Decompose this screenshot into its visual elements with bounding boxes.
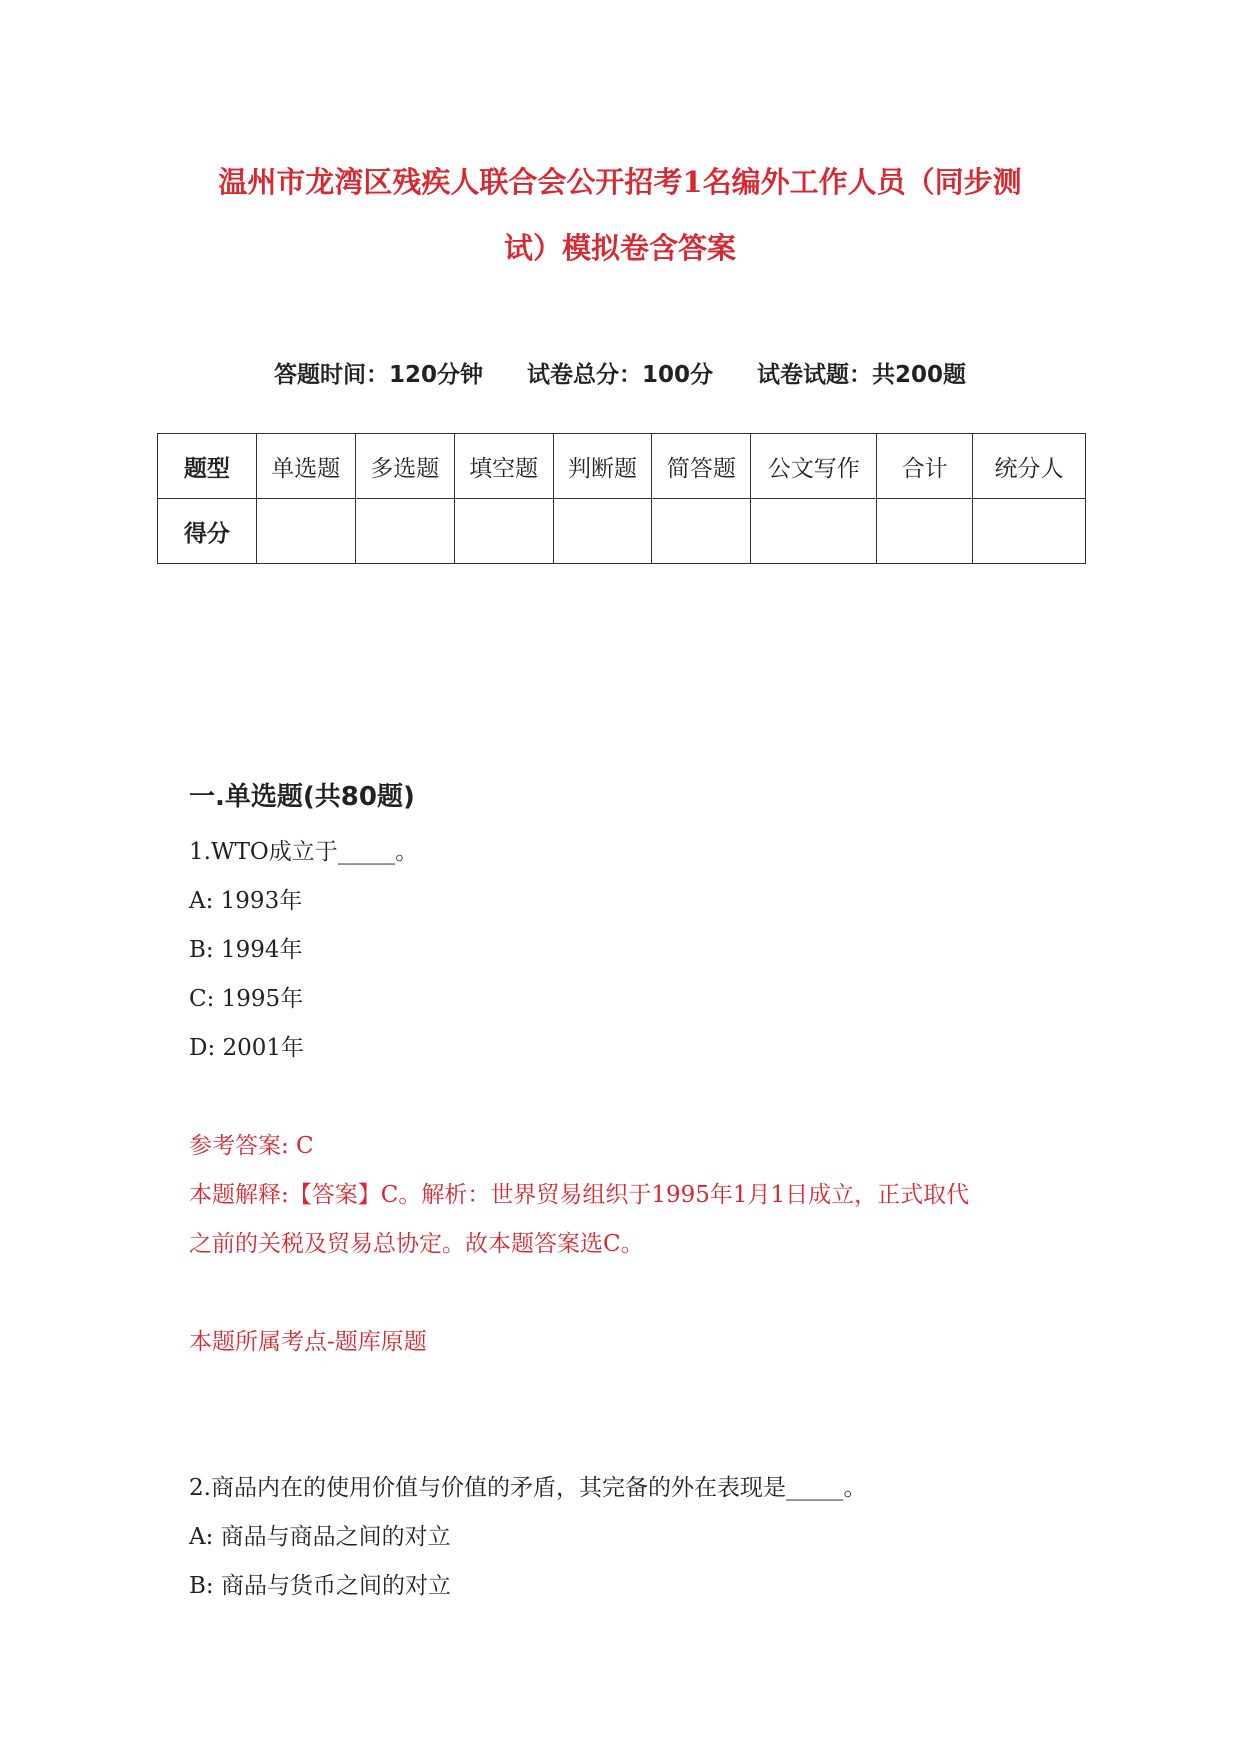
question-1-explanation-line1: 本题解释:【答案】C。解析：世界贸易组织于1995年1月1日成立，正式取代 (189, 1182, 970, 1208)
question-1-option-b: B: 1994年 (189, 937, 303, 963)
question-1-option-c: C: 1995年 (189, 986, 304, 1012)
score-cell (652, 499, 751, 564)
header-cell-short-answer: 简答题 (652, 434, 751, 499)
score-table-header-row (158, 434, 1086, 499)
question-1-answer: 参考答案: C (189, 1133, 314, 1159)
exam-question-count: 试卷试题：共200题 (757, 362, 967, 388)
question-1-source: 本题所属考点-题库原题 (189, 1329, 427, 1355)
header-cell-grader: 统分人 (973, 434, 1086, 499)
score-cell (454, 499, 553, 564)
header-cell-type: 题型 (158, 434, 257, 499)
exam-meta (160, 356, 1080, 389)
exam-title-line2: 试）模拟卷含答案 (503, 231, 736, 265)
score-cell (553, 499, 652, 564)
score-cell (877, 499, 973, 564)
header-cell-multi-choice: 多选题 (355, 434, 454, 499)
question-1-option-d: D: 2001年 (189, 1035, 305, 1061)
exam-total-score: 试卷总分：100分 (526, 362, 713, 388)
header-cell-single-choice: 单选题 (256, 434, 355, 499)
score-row-label: 得分 (158, 499, 257, 564)
score-cell (355, 499, 454, 564)
score-cell (973, 499, 1086, 564)
header-cell-total: 合计 (877, 434, 973, 499)
score-table (157, 433, 1086, 564)
question-2-option-b: B: 商品与货币之间的对立 (189, 1573, 451, 1599)
score-cell (256, 499, 355, 564)
exam-title-line1: 温州市龙湾区残疾人联合会公开招考1名编外工作人员（同步测 (218, 165, 1022, 199)
exam-time: 答题时间：120分钟 (273, 362, 483, 388)
header-cell-official-writing: 公文写作 (751, 434, 877, 499)
question-1-stem: 1.WTO成立于_____。 (189, 839, 419, 865)
score-table-score-row (158, 499, 1086, 564)
question-1-explanation-line2: 之前的关税及贸易总协定。故本题答案选C。 (189, 1231, 644, 1257)
score-cell (751, 499, 877, 564)
question-2-option-a: A: 商品与商品之间的对立 (189, 1524, 451, 1550)
section-heading-single-choice: 一.单选题(共80题) (189, 782, 415, 812)
header-cell-fill-blank: 填空题 (454, 434, 553, 499)
question-2-stem: 2.商品内在的使用价值与价值的矛盾，其完备的外在表现是_____。 (189, 1475, 867, 1501)
question-1-option-a: A: 1993年 (189, 888, 303, 914)
header-cell-true-false: 判断题 (553, 434, 652, 499)
